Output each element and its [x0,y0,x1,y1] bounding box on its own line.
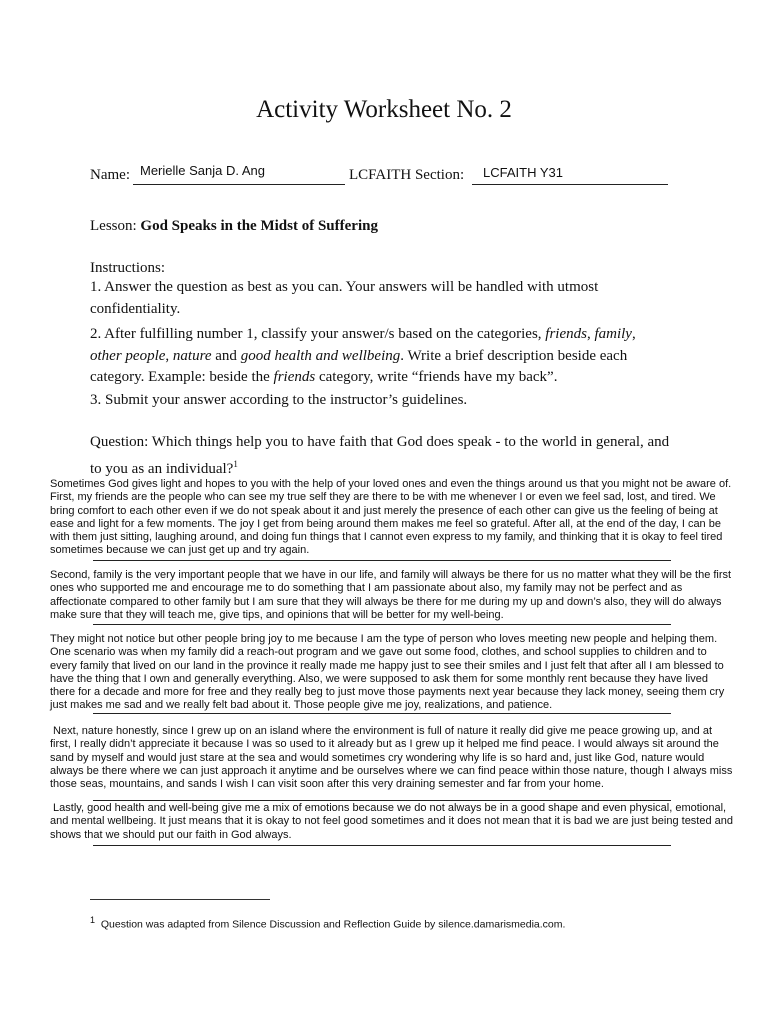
instruction-3: 3. Submit your answer according to the instructor’s guidelines. [90,392,468,408]
question [90,432,670,480]
category-friends: friends [545,326,587,342]
question-text: Question: Which things help you to have faith that God does speak - to the world in general, and to you as an individual? [90,434,670,477]
category-other-people: other people [90,347,166,364]
answer-family[interactable]: Second, family is the very important people that we have in our life, and family will always be there for us no matter what they will be the first ones who supported me and encourage me to do something that I am passionate about also, my family may not be perfect and as affectionate compared to other family but I am sure that they will always be there for me during my up and down’s also, they will do always make sure that they will teach me, give tips, and opinions that will be better for my well-being. [50,569,732,621]
lesson-label: Lesson: [90,218,141,234]
separator: , [631,326,636,342]
category-health: good health and wellbeing [240,347,401,364]
instruction-2-text: . Write a brief description beside each category. Example: beside the [90,347,628,385]
answer-health[interactable]: Lastly, good health and well-being give me a mix of emotions because we do not always be in a good shape and even physical, emotional, and mental wellbeing. It just means that it is okay to not feel good sometimes and it does not mean that it is bad we are just being tested and shows that we should put our faith in God always. [50,802,734,841]
separator: , [586,326,595,342]
instruction-2 [90,324,670,389]
answer-divider [93,800,671,801]
lesson-line [90,216,670,238]
answer-divider [93,845,671,846]
footnote-ref: 1 [233,458,238,469]
answer-divider [93,713,671,714]
instruction-1: 1. Answer the question as best as you can. Your answers will be handled with utmost confidentiality. [90,279,599,317]
answer-friends[interactable]: Sometimes God gives light and hopes to you with the help of your loved ones and even the things around us that you might not be aware of. First, my friends are the people who can see my true self they are there to be with me whenever I or even we feel sad, lost, and tired. We bring comfort to each other even if we do not speak about it and just merely the presence of each other can give us the feeling of being at ease and light for a few moments. The joy I get from being around them makes me feel so grateful. After all, at the end of the day, I can be with them just sitting, laughing around, and doing fun things that I cannot even express to my family, and thinking that it is okay to feel tired sometimes because we can just get up and try again. [50,478,732,557]
category-friends-example: friends [273,369,316,385]
worksheet-title: Activity Worksheet No. 2 [256,96,512,123]
lesson-title: God Speaks in the Midst of Suffering [140,218,378,234]
name-label: Name: [90,167,130,183]
answer-divider [93,624,671,625]
answer-divider [93,560,671,561]
separator: , [165,347,173,364]
separator: and [211,347,241,364]
category-nature: nature [172,347,212,364]
instruction-2-text: category, write “friends have my back”. [315,369,558,385]
answer-nature[interactable]: Next, nature honestly, since I grew up on an island where the environment is full of nature it really did give me peace growing up, and at first, I really didn’t appreciate it because I was so used to it already but as I grew up it helped me find peace. I would always sit around the sand by myself and would just stare at the sea and would sometimes cry wondering why life is so hard and, just like God, nature would always be there where we can just approach it anytime and be ourselves where we can find peace within those nature, though I always miss those seas, mountains, and sands I wish I can visit soon after this very draining semester and far from your home. [50,725,733,791]
answer-other-people[interactable]: They might not notice but other people bring joy to me because I am the type of person who loves meeting new people and helping them. One scenario was when my family did a reach-out program and we gave out some food, clothes, and school supplies to children and to every family that lived on our land in the province it really made me happy just to see their smiles and I just felt that after all I am blessed to have the thing that I own and generally everything. Also, we were supposed to ask them for some monthly rent because they have lived there for a decade and more for free and they really beg to just move those payments next year because they lack money, seeing them cry just makes me sad and we really felt bad about it. Those people give me joy, realizations, and patience. [50,633,725,712]
category-family: family [594,326,632,342]
footnote-mark: 1 [90,915,96,925]
instructions-heading: Instructions: [90,260,165,276]
section-label: LCFAITH Section: [349,167,465,183]
name-value: Merielle Sanja D. Ang [140,163,266,178]
section-value: LCFAITH Y31 [483,165,563,180]
footnote-text: Question was adapted from Silence Discussion and Reflection Guide by silence.damarismedia.com. [100,918,566,931]
instruction-2-text: 2. After fulfilling number 1, classify your answer/s based on the categories, [90,326,546,342]
footnote-separator [90,899,270,900]
footnote [90,915,565,931]
